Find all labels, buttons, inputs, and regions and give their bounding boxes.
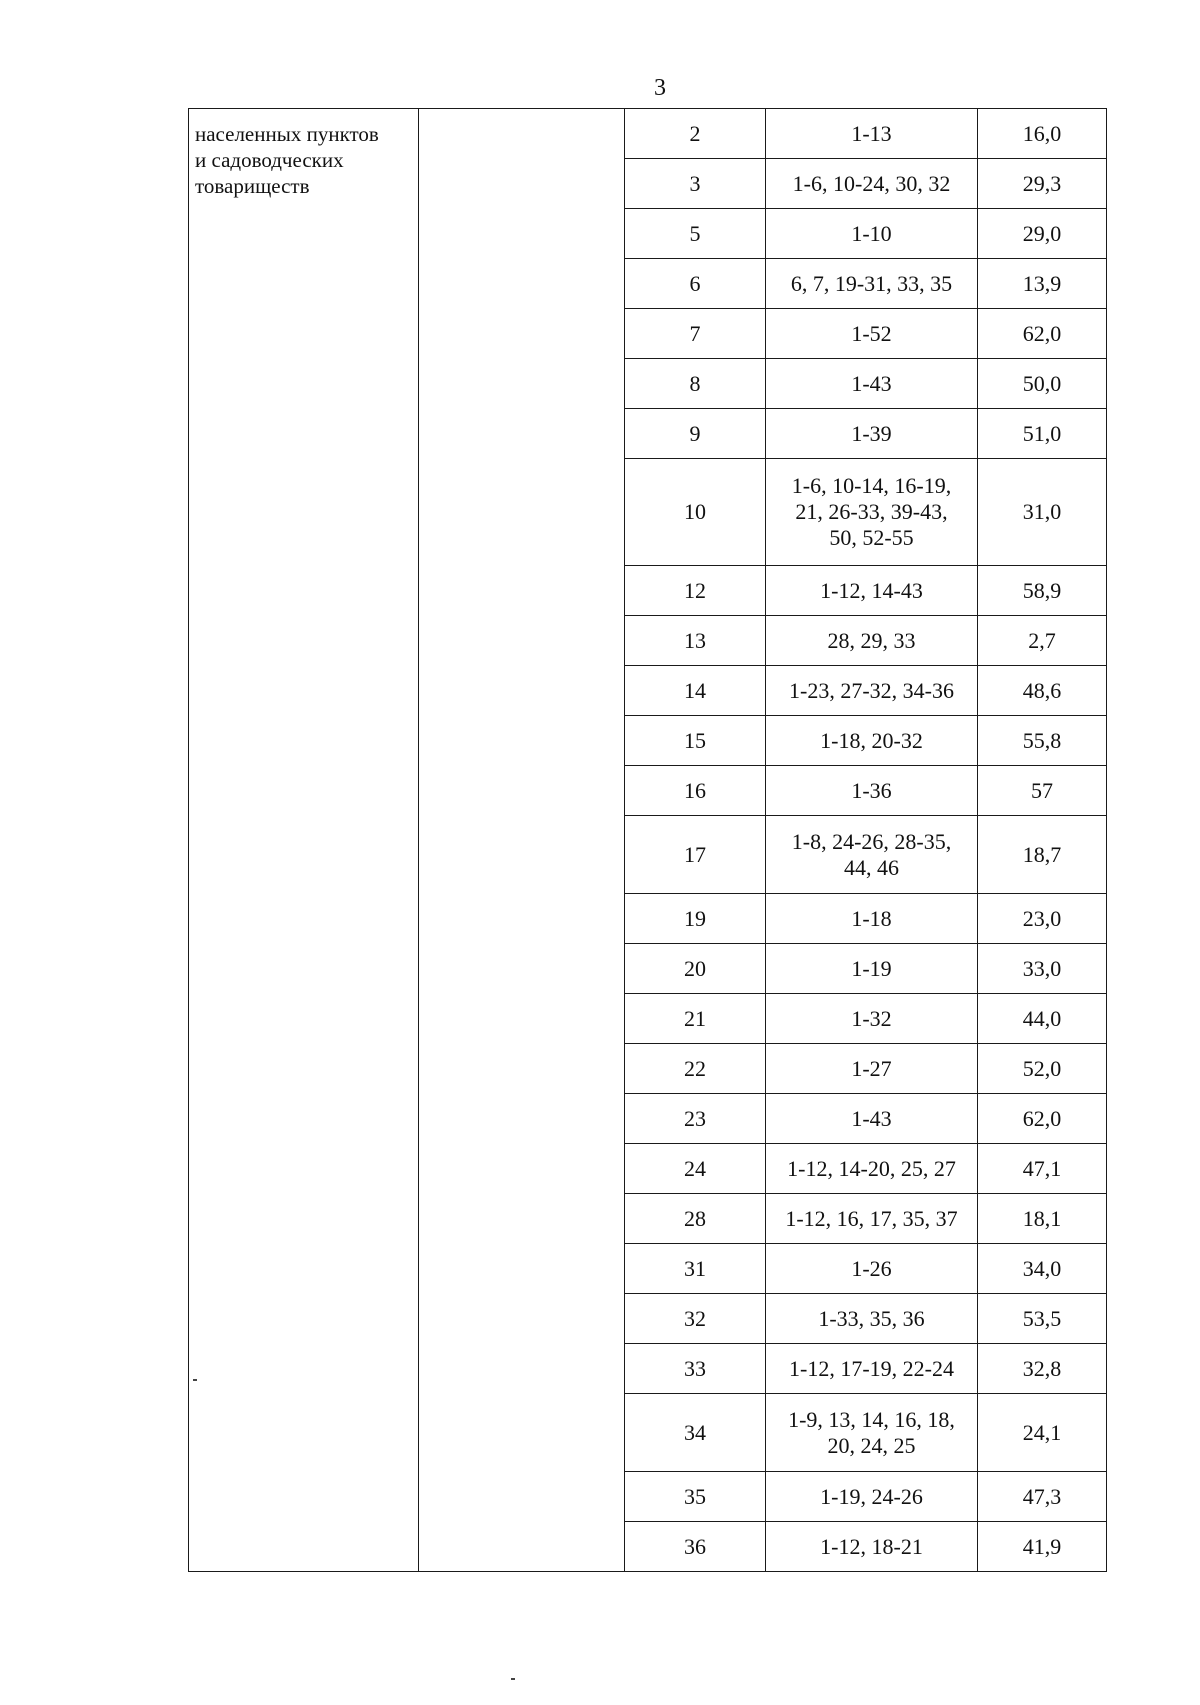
- cell-area: 13,9: [978, 259, 1107, 309]
- scan-mark: [511, 1678, 515, 1680]
- cell-block-number: 16: [625, 766, 766, 816]
- cell-area: 41,9: [978, 1522, 1107, 1572]
- cell-block-number: 12: [625, 566, 766, 616]
- cell-plot-numbers: 1-8, 24-26, 28-35, 44, 46: [766, 816, 978, 894]
- cell-block-number: 13: [625, 616, 766, 666]
- cell-block-number: 34: [625, 1394, 766, 1472]
- cell-block-number: 22: [625, 1044, 766, 1094]
- cell-area: 50,0: [978, 359, 1107, 409]
- cell-plot-numbers: 1-43: [766, 1094, 978, 1144]
- cell-plot-numbers: 1-43: [766, 359, 978, 409]
- cell-plot-numbers: 6, 7, 19-31, 33, 35: [766, 259, 978, 309]
- cell-block-number: 28: [625, 1194, 766, 1244]
- cell-area: 44,0: [978, 994, 1107, 1044]
- cell-area: 62,0: [978, 309, 1107, 359]
- cell-block-number: 2: [625, 109, 766, 159]
- cell-plot-numbers: 1-12, 18-21: [766, 1522, 978, 1572]
- empty-column-cell: [419, 109, 625, 1572]
- cell-area: 32,8: [978, 1344, 1107, 1394]
- cell-area: 2,7: [978, 616, 1107, 666]
- cell-area: 58,9: [978, 566, 1107, 616]
- description-cell: [189, 109, 419, 1572]
- cell-area: 51,0: [978, 409, 1107, 459]
- cell-area: 57: [978, 766, 1107, 816]
- cell-area: 23,0: [978, 894, 1107, 944]
- cell-block-number: 7: [625, 309, 766, 359]
- cell-block-number: 24: [625, 1144, 766, 1194]
- cell-plot-numbers: 1-36: [766, 766, 978, 816]
- cell-plot-numbers: 1-6, 10-14, 16-19, 21, 26-33, 39-43, 50, 52-55: [766, 459, 978, 566]
- cell-block-number: 32: [625, 1294, 766, 1344]
- cell-block-number: 10: [625, 459, 766, 566]
- cell-block-number: 17: [625, 816, 766, 894]
- cell-area: 34,0: [978, 1244, 1107, 1294]
- cell-block-number: 3: [625, 159, 766, 209]
- cell-area: 53,5: [978, 1294, 1107, 1344]
- cell-block-number: 20: [625, 944, 766, 994]
- cell-plot-numbers: 1-32: [766, 994, 978, 1044]
- cell-plot-numbers: 1-12, 14-20, 25, 27: [766, 1144, 978, 1194]
- cell-plot-numbers: 1-19, 24-26: [766, 1472, 978, 1522]
- cell-area: 55,8: [978, 716, 1107, 766]
- cell-block-number: 19: [625, 894, 766, 944]
- description-text: населенных пунктов и садоводческих товариществ: [195, 122, 379, 198]
- cell-plot-numbers: 1-26: [766, 1244, 978, 1294]
- cell-block-number: 36: [625, 1522, 766, 1572]
- cell-area: 48,6: [978, 666, 1107, 716]
- cell-plot-numbers: 1-12, 17-19, 22-24: [766, 1344, 978, 1394]
- table-body: [189, 109, 1107, 1572]
- cell-plot-numbers: 1-39: [766, 409, 978, 459]
- cell-area: 62,0: [978, 1094, 1107, 1144]
- table-row: [189, 109, 1107, 159]
- cell-plot-numbers: 1-13: [766, 109, 978, 159]
- cell-plot-numbers: 1-18, 20-32: [766, 716, 978, 766]
- scan-mark: [193, 1379, 197, 1381]
- cell-plot-numbers: 1-33, 35, 36: [766, 1294, 978, 1344]
- cell-block-number: 5: [625, 209, 766, 259]
- cell-plot-numbers: 1-12, 14-43: [766, 566, 978, 616]
- cell-area: 18,1: [978, 1194, 1107, 1244]
- cell-block-number: 6: [625, 259, 766, 309]
- cell-area: 29,0: [978, 209, 1107, 259]
- cell-area: 33,0: [978, 944, 1107, 994]
- cell-block-number: 15: [625, 716, 766, 766]
- cell-block-number: 9: [625, 409, 766, 459]
- cell-plot-numbers: 1-27: [766, 1044, 978, 1094]
- cell-plot-numbers: 1-52: [766, 309, 978, 359]
- cell-block-number: 14: [625, 666, 766, 716]
- cell-area: 16,0: [978, 109, 1107, 159]
- cell-area: 52,0: [978, 1044, 1107, 1094]
- page-number: 3: [654, 75, 666, 101]
- cell-block-number: 35: [625, 1472, 766, 1522]
- cell-block-number: 8: [625, 359, 766, 409]
- cell-plot-numbers: 1-12, 16, 17, 35, 37: [766, 1194, 978, 1244]
- cell-block-number: 31: [625, 1244, 766, 1294]
- cell-plot-numbers: 1-9, 13, 14, 16, 18, 20, 24, 25: [766, 1394, 978, 1472]
- cell-plot-numbers: 1-18: [766, 894, 978, 944]
- cell-area: 29,3: [978, 159, 1107, 209]
- cell-plot-numbers: 1-23, 27-32, 34-36: [766, 666, 978, 716]
- cell-area: 47,3: [978, 1472, 1107, 1522]
- cell-block-number: 23: [625, 1094, 766, 1144]
- cell-plot-numbers: 1-6, 10-24, 30, 32: [766, 159, 978, 209]
- settlements-table: [188, 108, 1107, 1572]
- cell-area: 24,1: [978, 1394, 1107, 1472]
- cell-block-number: 33: [625, 1344, 766, 1394]
- cell-plot-numbers: 1-19: [766, 944, 978, 994]
- cell-area: 47,1: [978, 1144, 1107, 1194]
- cell-plot-numbers: 28, 29, 33: [766, 616, 978, 666]
- cell-area: 18,7: [978, 816, 1107, 894]
- cell-block-number: 21: [625, 994, 766, 1044]
- cell-plot-numbers: 1-10: [766, 209, 978, 259]
- cell-area: 31,0: [978, 459, 1107, 566]
